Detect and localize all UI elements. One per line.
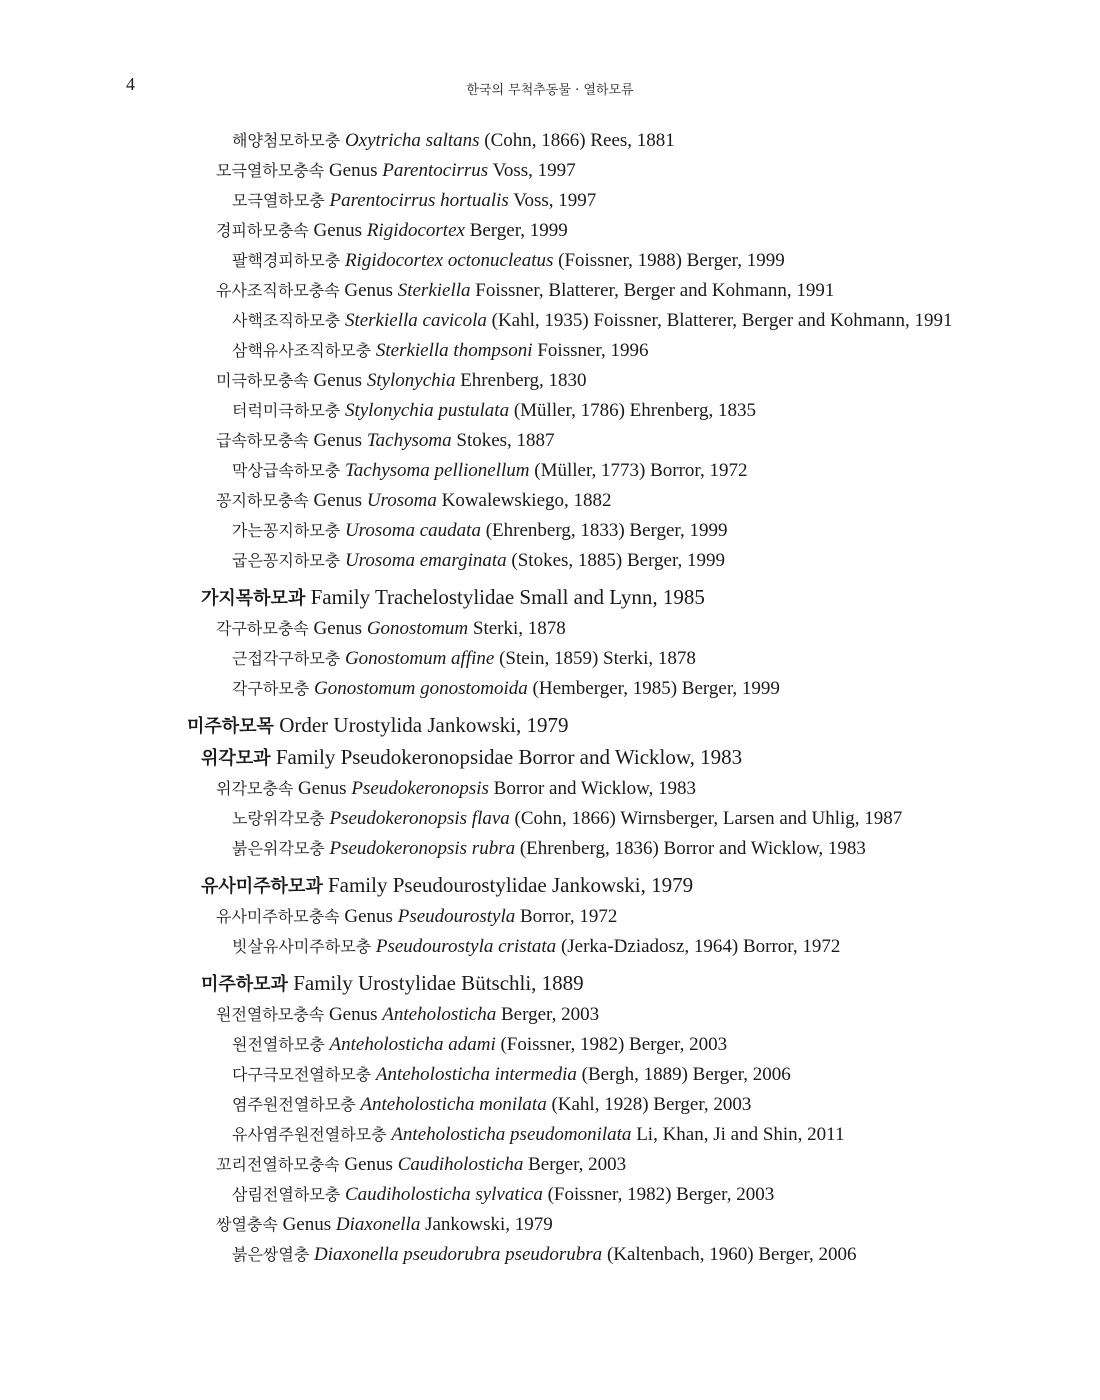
- authority: (Foissner, 1982) Berger, 2003: [495, 1034, 728, 1055]
- korean-name: 각구하모충속: [216, 619, 309, 638]
- authority: (Hemberger, 1985) Berger, 1999: [527, 678, 780, 699]
- species-entry: [0, 400, 1100, 422]
- authority: (Cohn, 1866) Wirnsberger, Larsen and Uhlig, 1987: [509, 808, 903, 829]
- species-entry: [0, 808, 1100, 830]
- rank-word: Genus: [313, 618, 363, 639]
- species-entry: [0, 310, 1100, 332]
- family-entry: [0, 586, 1100, 610]
- species-entry: [0, 1124, 1100, 1146]
- species-entry: [0, 1244, 1100, 1266]
- family-entry: [0, 972, 1100, 996]
- authority: Sterki, 1878: [468, 618, 566, 639]
- scientific-name: Pseudokeronopsis rubra: [329, 838, 516, 859]
- species-entry: [0, 648, 1100, 670]
- species-entry: [0, 520, 1100, 542]
- scientific-name: Caudiholosticha: [397, 1154, 524, 1175]
- taxon-name: Family Pseudokeronopsidae Borror and Wicklow, 1983: [275, 745, 743, 769]
- korean-name: 유사조직하모충속: [216, 281, 340, 300]
- scientific-name: Sterkiella thompsoni: [375, 340, 533, 361]
- scientific-name: Anteholosticha: [382, 1004, 497, 1025]
- korean-name: 염주원전열하모충: [232, 1095, 356, 1114]
- authority: Foissner, 1996: [532, 340, 649, 361]
- rank-word: Genus: [344, 906, 393, 927]
- scientific-name: Caudiholosticha sylvatica: [344, 1184, 543, 1205]
- genus-entry: [0, 160, 1100, 182]
- korean-name: 쌍열충속: [216, 1215, 278, 1234]
- rank-word: Genus: [313, 490, 363, 511]
- authority: (Kahl, 1928) Berger, 2003: [546, 1094, 752, 1115]
- authority: Borror and Wicklow, 1983: [488, 778, 697, 799]
- korean-name: 사핵조직하모충: [232, 311, 341, 330]
- species-entry: [0, 250, 1100, 272]
- korean-name: 꼬리전열하모충속: [216, 1155, 340, 1174]
- korean-name: 붉은위각모충: [232, 839, 325, 858]
- korean-name: 막상급속하모충: [232, 461, 341, 480]
- authority: Berger, 2003: [496, 1004, 600, 1025]
- authority: (Kahl, 1935) Foissner, Blatterer, Berger and Kohmann, 1991: [486, 310, 953, 331]
- species-entry: [0, 1034, 1100, 1056]
- species-entry: [0, 838, 1100, 860]
- authority: (Stein, 1859) Sterki, 1878: [494, 648, 696, 669]
- authority: (Ehrenberg, 1836) Borror and Wicklow, 1983: [515, 838, 866, 859]
- genus-entry: [0, 220, 1100, 242]
- korean-name: 유사미주하모과: [201, 876, 323, 897]
- authority: (Cohn, 1866) Rees, 1881: [479, 130, 675, 151]
- genus-entry: [0, 280, 1100, 302]
- page-number: 4: [126, 74, 135, 94]
- taxon-name: Family Pseudourostylidae Jankowski, 1979: [327, 873, 694, 897]
- scientific-name: Gonostomum gonostomoida: [314, 678, 528, 699]
- korean-name: 삼림전열하모충: [232, 1185, 341, 1204]
- scientific-name: Anteholosticha pseudomonilata: [391, 1124, 632, 1145]
- korean-name: 가는꽁지하모충: [232, 521, 341, 540]
- rank-word: Genus: [313, 430, 363, 451]
- scientific-name: Sterkiella cavicola: [344, 310, 487, 331]
- korean-name: 위각모과: [201, 748, 271, 769]
- genus-entry: [0, 906, 1100, 928]
- authority: Ehrenberg, 1830: [455, 370, 587, 391]
- rank-word: Genus: [328, 1004, 378, 1025]
- scientific-name: Oxytricha saltans: [344, 130, 480, 151]
- species-entry: [0, 1184, 1100, 1206]
- genus-entry: [0, 430, 1100, 452]
- rank-word: Genus: [344, 1154, 393, 1175]
- korean-name: 빗살유사미주하모충: [232, 937, 372, 956]
- authority: Li, Khan, Ji and Shin, 2011: [631, 1124, 845, 1145]
- korean-name: 각구하모충: [232, 679, 310, 698]
- scientific-name: Rigidocortex octonucleatus: [344, 250, 554, 271]
- genus-entry: [0, 370, 1100, 392]
- authority: (Kaltenbach, 1960) Berger, 2006: [602, 1244, 857, 1265]
- species-entry: [0, 340, 1100, 362]
- species-entry: [0, 678, 1100, 700]
- scientific-name: Parentocirrus: [382, 160, 489, 181]
- scientific-name: Stylonychia pustulata: [344, 400, 510, 421]
- authority: (Stokes, 1885) Berger, 1999: [506, 550, 726, 571]
- authority: Berger, 1999: [464, 220, 568, 241]
- scientific-name: Diaxonella pseudorubra pseudorubra: [314, 1244, 603, 1265]
- authority: Borror, 1972: [515, 906, 618, 927]
- family-entry: [0, 746, 1100, 770]
- scientific-name: Urosoma caudata: [344, 520, 481, 541]
- korean-name: 터럭미극하모충: [232, 401, 341, 420]
- genus-entry: [0, 1154, 1100, 1176]
- taxon-list: [0, 130, 1100, 1266]
- species-entry: [0, 936, 1100, 958]
- korean-name: 원전열하모충: [232, 1035, 325, 1054]
- authority: Voss, 1997: [488, 160, 576, 181]
- korean-name: 노랑위각모충: [232, 809, 325, 828]
- authority: (Bergh, 1889) Berger, 2006: [576, 1064, 791, 1085]
- scientific-name: Pseudokeronopsis: [351, 778, 489, 799]
- scientific-name: Anteholosticha intermedia: [375, 1064, 577, 1085]
- species-entry: [0, 1094, 1100, 1116]
- genus-entry: [0, 778, 1100, 800]
- order-entry: [0, 714, 1100, 738]
- authority: (Foissner, 1982) Berger, 2003: [542, 1184, 775, 1205]
- korean-name: 붉은쌍열충: [232, 1245, 310, 1264]
- species-entry: [0, 130, 1100, 152]
- korean-name: 급속하모충속: [216, 431, 309, 450]
- scientific-name: Urosoma emarginata: [344, 550, 507, 571]
- rank-word: Genus: [298, 778, 347, 799]
- korean-name: 모극열하모충: [232, 191, 325, 210]
- rank-word: Genus: [313, 370, 363, 391]
- korean-name: 미극하모충속: [216, 371, 309, 390]
- authority: (Foissner, 1988) Berger, 1999: [553, 250, 785, 271]
- family-entry: [0, 874, 1100, 898]
- authority: (Müller, 1773) Borror, 1972: [529, 460, 748, 481]
- species-entry: [0, 550, 1100, 572]
- rank-word: Genus: [282, 1214, 332, 1235]
- rank-word: Genus: [344, 280, 393, 301]
- korean-name: 꽁지하모충속: [216, 491, 309, 510]
- authority: Foissner, Blatterer, Berger and Kohmann, 1991: [470, 280, 835, 301]
- scientific-name: Pseudokeronopsis flava: [329, 808, 510, 829]
- scientific-name: Anteholosticha monilata: [360, 1094, 547, 1115]
- genus-entry: [0, 490, 1100, 512]
- korean-name: 경피하모충속: [216, 221, 309, 240]
- scientific-name: Parentocirrus hortualis: [329, 190, 509, 211]
- authority: Berger, 2003: [523, 1154, 627, 1175]
- korean-name: 원전열하모충속: [216, 1005, 325, 1024]
- korean-name: 근접각구하모충: [232, 649, 341, 668]
- korean-name: 미주하모과: [201, 974, 288, 995]
- species-entry: [0, 460, 1100, 482]
- authority: Stokes, 1887: [451, 430, 555, 451]
- authority: Jankowski, 1979: [420, 1214, 553, 1235]
- scientific-name: Urosoma: [366, 490, 437, 511]
- rank-word: Genus: [328, 160, 378, 181]
- scientific-name: Diaxonella: [335, 1214, 421, 1235]
- authority: Kowalewskiego, 1882: [436, 490, 612, 511]
- genus-entry: [0, 1004, 1100, 1026]
- scientific-name: Tachysoma pellionellum: [344, 460, 530, 481]
- authority: (Jerka-Dziadosz, 1964) Borror, 1972: [556, 936, 841, 957]
- scientific-name: Gonostomum affine: [344, 648, 495, 669]
- korean-name: 유사미주하모충속: [216, 907, 340, 926]
- rank-word: Genus: [313, 220, 363, 241]
- korean-name: 미주하모목: [187, 716, 274, 737]
- genus-entry: [0, 618, 1100, 640]
- korean-name: 굽은꽁지하모충: [232, 551, 341, 570]
- authority: (Müller, 1786) Ehrenberg, 1835: [509, 400, 756, 421]
- genus-entry: [0, 1214, 1100, 1236]
- korean-name: 다구극모전열하모충: [232, 1065, 372, 1084]
- korean-name: 삼핵유사조직하모충: [232, 341, 372, 360]
- scientific-name: Stylonychia: [366, 370, 456, 391]
- korean-name: 위각모충속: [216, 779, 294, 798]
- scientific-name: Pseudourostyla: [397, 906, 516, 927]
- korean-name: 모극열하모충속: [216, 161, 325, 180]
- korean-name: 가지목하모과: [201, 588, 306, 609]
- authority: (Ehrenberg, 1833) Berger, 1999: [480, 520, 728, 541]
- korean-name: 해양첨모하모충: [232, 131, 341, 150]
- species-entry: [0, 1064, 1100, 1086]
- authority: Voss, 1997: [508, 190, 597, 211]
- taxon-name: Order Urostylida Jankowski, 1979: [279, 713, 569, 737]
- scientific-name: Anteholosticha adami: [329, 1034, 496, 1055]
- scientific-name: Sterkiella: [397, 280, 471, 301]
- scientific-name: Pseudourostyla cristata: [375, 936, 557, 957]
- taxon-name: Family Trachelostylidae Small and Lynn, 1985: [310, 585, 705, 609]
- taxon-name: Family Urostylidae Bütschli, 1889: [293, 971, 584, 995]
- running-title: 한국의 무척추동물 · 열하모류: [466, 83, 634, 98]
- scientific-name: Rigidocortex: [366, 220, 465, 241]
- species-entry: [0, 190, 1100, 212]
- korean-name: 팔핵경피하모충: [232, 251, 341, 270]
- scientific-name: Tachysoma: [366, 430, 452, 451]
- korean-name: 유사염주원전열하모충: [232, 1125, 387, 1144]
- scientific-name: Gonostomum: [366, 618, 469, 639]
